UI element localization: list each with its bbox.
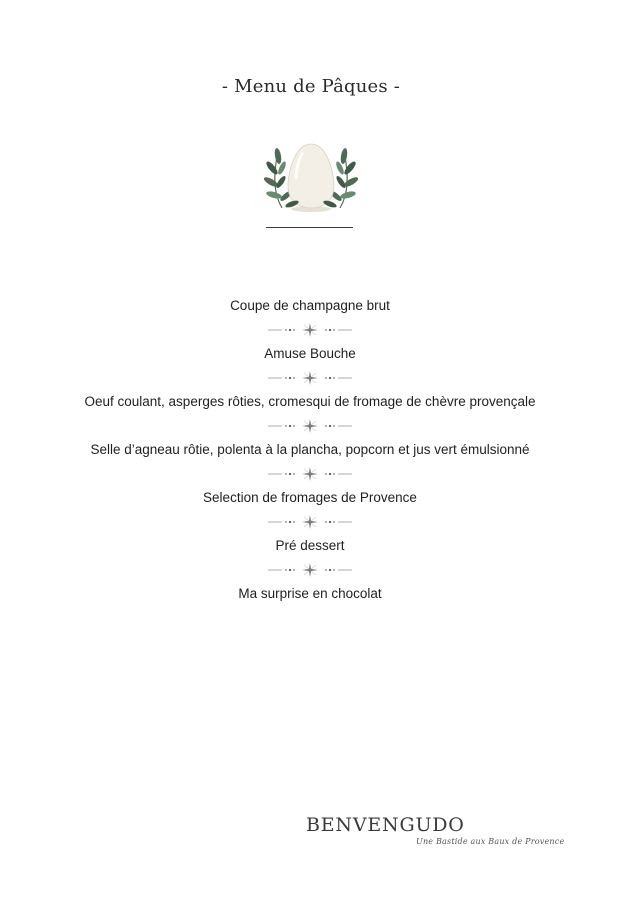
ornament-divider-icon — [268, 370, 352, 386]
ornament-divider-icon — [268, 466, 352, 482]
course-cheese: Selection de fromages de Provence — [203, 490, 417, 505]
brand-tagline: Une Bastide aux Baux de Provence — [416, 837, 565, 846]
course-dessert: Ma surprise en chocolat — [238, 586, 382, 601]
ornament-divider-icon — [268, 562, 352, 578]
course-amuse-bouche: Amuse Bouche — [264, 346, 356, 361]
course-pre-dessert: Pré dessert — [275, 538, 345, 553]
easter-egg-laurel-icon — [262, 138, 360, 216]
brand-name: BENVENGUDO — [306, 814, 465, 836]
course-main: Selle d’agneau rôtie, polenta à la plancha, popcorn et jus vert émulsionné — [90, 442, 530, 457]
ornament-divider-icon — [268, 514, 352, 530]
course-starter: Oeuf coulant, asperges rôties, cromesqui de fromage de chèvre provençale — [84, 394, 536, 409]
brand-logo — [306, 814, 576, 858]
ornament-divider-icon — [268, 418, 352, 434]
course-aperitif: Coupe de champagne brut — [230, 298, 390, 313]
menu-course-list — [60, 296, 560, 603]
menu-title: - Menu de Pâques - — [221, 76, 401, 97]
ornament-divider-icon — [268, 322, 352, 338]
title-underline — [266, 227, 353, 228]
